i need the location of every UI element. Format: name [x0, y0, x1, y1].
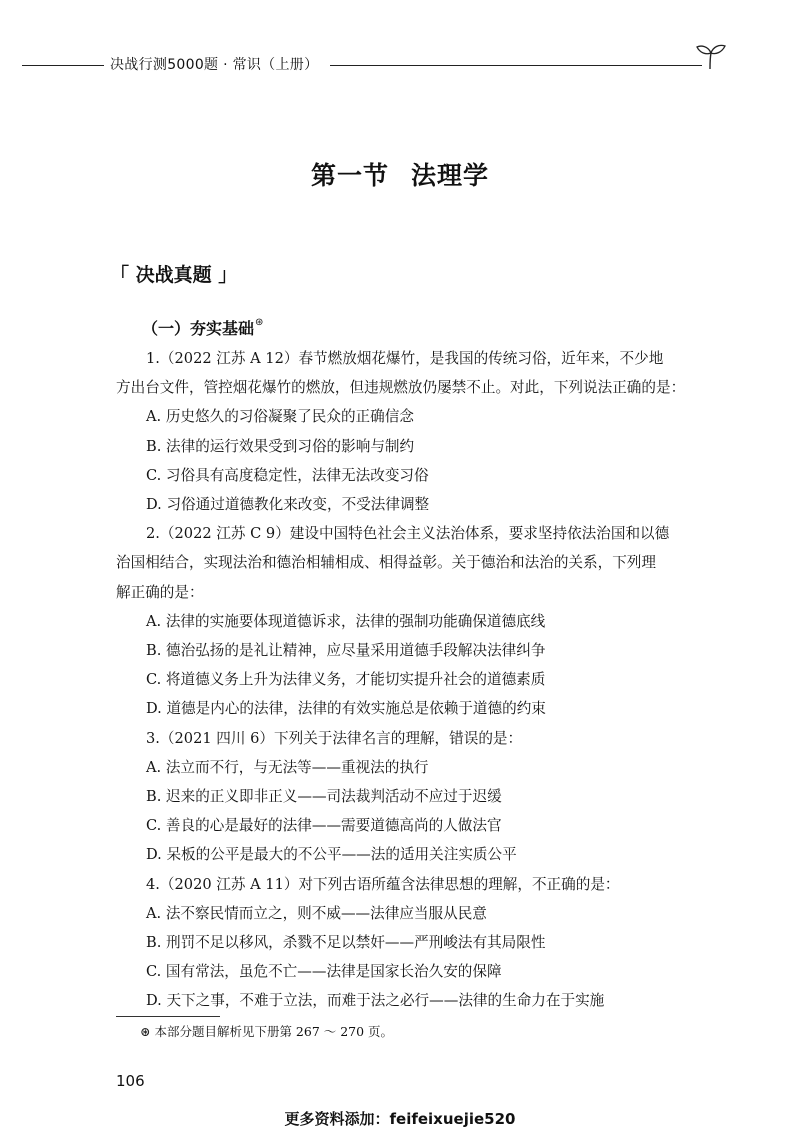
answer-option: D. 天下之事，不难于立法，而难于法之必行——法律的生命力在于实施	[146, 992, 605, 1010]
question-list	[116, 344, 716, 1016]
footnote-rule	[116, 1016, 220, 1017]
answer-option: B. 刑罚不足以移风，杀戮不足以禁奸——严刑峻法有其局限性	[146, 934, 546, 952]
section-topic: 法理学	[411, 161, 490, 190]
question-stem-line: 3.（2021 四川 6）下列关于法律名言的理解，错误的是：	[146, 729, 523, 747]
answer-option: A. 法律的实施要体现道德诉求，法律的强制功能确保道德底线	[146, 612, 546, 630]
question-stem-line: 解正确的是：	[116, 583, 204, 601]
answer-option: B. 德治弘扬的是礼让精神，应尽量采用道德手段解决法律纠争	[146, 642, 546, 660]
part-heading	[142, 316, 263, 339]
question	[116, 870, 716, 1016]
part-title: （一）夯实基础	[142, 319, 255, 338]
header-rule-left	[22, 65, 104, 66]
question	[116, 344, 716, 519]
answer-option: A. 法不察民情而立之，则不威——法律应当服从民意	[146, 904, 487, 922]
answer-option: D. 习俗通过道德教化来改变，不受法律调整	[146, 496, 430, 514]
section-number: 第一节	[310, 161, 389, 190]
question-stem-line: 1.（2022 江苏 A 12）春节燃放烟花爆竹，是我国的传统习俗，近年来，不少地	[146, 350, 664, 367]
watermark-text: 更多资料添加：feifeixuejie520	[284, 1110, 516, 1128]
question	[116, 724, 716, 870]
footnote: ⊛ 本部分题目解析见下册第 267 ～ 270 页。	[140, 1024, 394, 1039]
running-header	[22, 52, 722, 76]
subsection-heading: 「 决战真题 」	[110, 264, 238, 286]
answer-option: B. 迟来的正义即非正义——司法裁判活动不应过于迟缓	[146, 788, 502, 806]
answer-option: B. 法律的运行效果受到习俗的影响与制约	[146, 437, 415, 455]
section-title	[0, 156, 800, 192]
header-rule-right	[330, 65, 702, 66]
question-stem-line: 2.（2022 江苏 C 9）建设中国特色社会主义法治体系，要求坚持依法治国和以德	[146, 525, 670, 543]
header-title: 决战行测5000题 · 常识（上册）	[110, 57, 319, 73]
answer-option: A. 法立而不行，与无法等——重视法的执行	[146, 758, 429, 776]
answer-option: C. 将道德义务上升为法律义务，才能切实提升社会的道德素质	[146, 671, 546, 689]
answer-option: C. 习俗具有高度稳定性，法律无法改变习俗	[146, 466, 429, 484]
answer-option: C. 善良的心是最好的法律——需要道德高尚的人做法官	[146, 817, 502, 835]
question-stem-line: 治国相结合，实现法治和德治相辅相成、相得益彰。关于德治和法治的关系，下列理	[116, 554, 656, 572]
sprout-icon	[694, 42, 728, 70]
answer-option: D. 道德是内心的法律，法律的有效实施总是依赖于道德的约束	[146, 700, 546, 718]
answer-option: C. 国有常法，虽危不亡——法律是国家长治久安的保障	[146, 963, 502, 981]
answer-option: A. 历史悠久的习俗凝聚了民众的正确信念	[146, 408, 414, 426]
footnote-marker-icon: ⊛	[255, 316, 264, 328]
question	[116, 519, 716, 723]
question-stem-line: 方出台文件，管控烟花爆竹的燃放，但违规燃放仍屡禁不止。对此，下列说法正确的是：	[116, 379, 686, 397]
question-stem-line: 4.（2020 江苏 A 11）对下列古语所蕴含法律思想的理解，不正确的是：	[146, 875, 620, 893]
page-number: 106	[116, 1072, 145, 1090]
answer-option: D. 呆板的公平是最大的不公平——法的适用关注实质公平	[146, 846, 517, 864]
